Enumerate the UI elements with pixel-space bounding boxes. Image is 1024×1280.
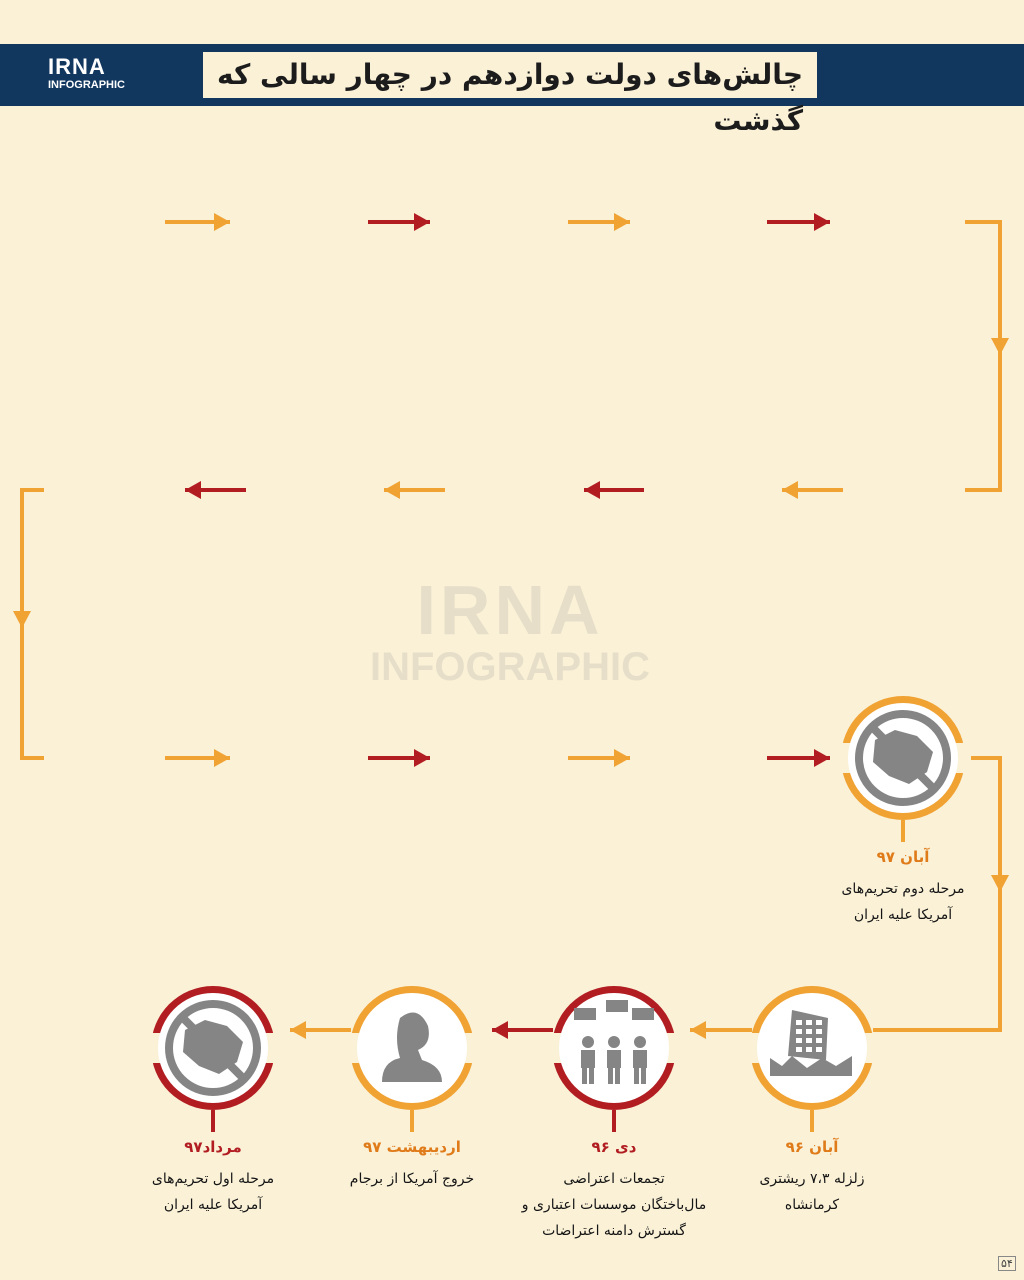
protester-head — [634, 1036, 646, 1048]
event-description — [103, 1166, 323, 1218]
protester-body — [633, 1050, 647, 1068]
window — [806, 1038, 812, 1043]
event-description-line: زلزله ۷،۳ ریشتری — [759, 1171, 865, 1187]
connector-arrowhead — [991, 338, 1009, 355]
protester-body — [581, 1050, 595, 1068]
event-description — [702, 1166, 922, 1218]
window — [806, 1020, 812, 1025]
event-date: دی ۹۶ — [591, 1138, 637, 1156]
logo-line1: IRNA — [48, 54, 106, 79]
window — [806, 1047, 812, 1052]
event-description-line: گسترش دامنه اعتراضات — [542, 1223, 686, 1239]
event-description-line: کرمانشاه — [784, 1197, 840, 1213]
event-node — [145, 986, 281, 1132]
protester-leg — [641, 1068, 646, 1084]
event-description-line: مرحله اول تحریم‌های — [151, 1171, 275, 1187]
event-description-line: مال‌باختگان موسسات اعتباری و — [521, 1197, 707, 1213]
window — [796, 1038, 802, 1043]
connector-arrowhead — [614, 213, 630, 231]
window — [796, 1029, 802, 1034]
protest-sign — [606, 1000, 628, 1012]
protester-head — [608, 1036, 620, 1048]
event-description — [793, 876, 1013, 928]
connector-arrowhead — [690, 1021, 706, 1039]
event-description-line: مرحله دوم تحریم‌های — [841, 881, 965, 897]
event-description-line: آمریکا علیه ایران — [853, 907, 953, 923]
window — [806, 1029, 812, 1034]
connector-arrowhead — [584, 481, 600, 499]
connector-arrowhead — [185, 481, 201, 499]
connector-arrowhead — [414, 213, 430, 231]
protest-sign — [574, 1008, 596, 1020]
connector-line — [22, 490, 44, 758]
connector-arrowhead — [214, 749, 230, 767]
window — [816, 1038, 822, 1043]
protester-leg — [582, 1068, 587, 1084]
watermark-line1: IRNA — [416, 571, 604, 649]
watermark-line2: INFOGRAPHIC — [370, 645, 650, 689]
window — [816, 1047, 822, 1052]
event-date: مرداد۹۷ — [184, 1138, 242, 1156]
window — [816, 1029, 822, 1034]
protester-leg — [608, 1068, 613, 1084]
event-description-line: آمریکا علیه ایران — [163, 1197, 263, 1213]
event-description-line: تجمعات اعتراضی — [563, 1171, 665, 1187]
event-description-line: خروج آمریکا از برجام — [349, 1171, 475, 1187]
logo-line2: INFOGRAPHIC — [48, 79, 125, 91]
window — [796, 1020, 802, 1025]
protester-leg — [589, 1068, 594, 1084]
page-title: چالش‌های دولت دوازدهم در چهار سالی که گذشت — [217, 58, 803, 137]
connector-line — [965, 222, 1000, 490]
connector-arrowhead — [214, 213, 230, 231]
event-node — [546, 986, 682, 1132]
connector-arrowhead — [614, 749, 630, 767]
connector-arrowhead — [492, 1021, 508, 1039]
connector-arrowhead — [384, 481, 400, 499]
connector-arrowhead — [290, 1021, 306, 1039]
event-description — [504, 1166, 724, 1244]
building-shape — [788, 1010, 828, 1060]
protester-head — [582, 1036, 594, 1048]
protester-leg — [615, 1068, 620, 1084]
event-date: اردیبهشت ۹۷ — [363, 1138, 461, 1156]
connector-arrowhead — [782, 481, 798, 499]
connector-arrowhead — [414, 749, 430, 767]
window — [796, 1047, 802, 1052]
connector-arrowhead — [13, 611, 31, 628]
protest-sign — [632, 1008, 654, 1020]
event-date: آبان ۹۶ — [785, 1138, 839, 1156]
event-description — [302, 1166, 522, 1192]
connector-arrowhead — [814, 749, 830, 767]
page-number: ۵۴ — [998, 1256, 1016, 1271]
protester-body — [607, 1050, 621, 1068]
window — [816, 1020, 822, 1025]
event-node — [744, 986, 880, 1132]
event-node — [344, 986, 480, 1132]
event-node — [835, 696, 971, 842]
connector-arrowhead — [814, 213, 830, 231]
protester-leg — [634, 1068, 639, 1084]
event-date: آبان ۹۷ — [876, 848, 930, 866]
